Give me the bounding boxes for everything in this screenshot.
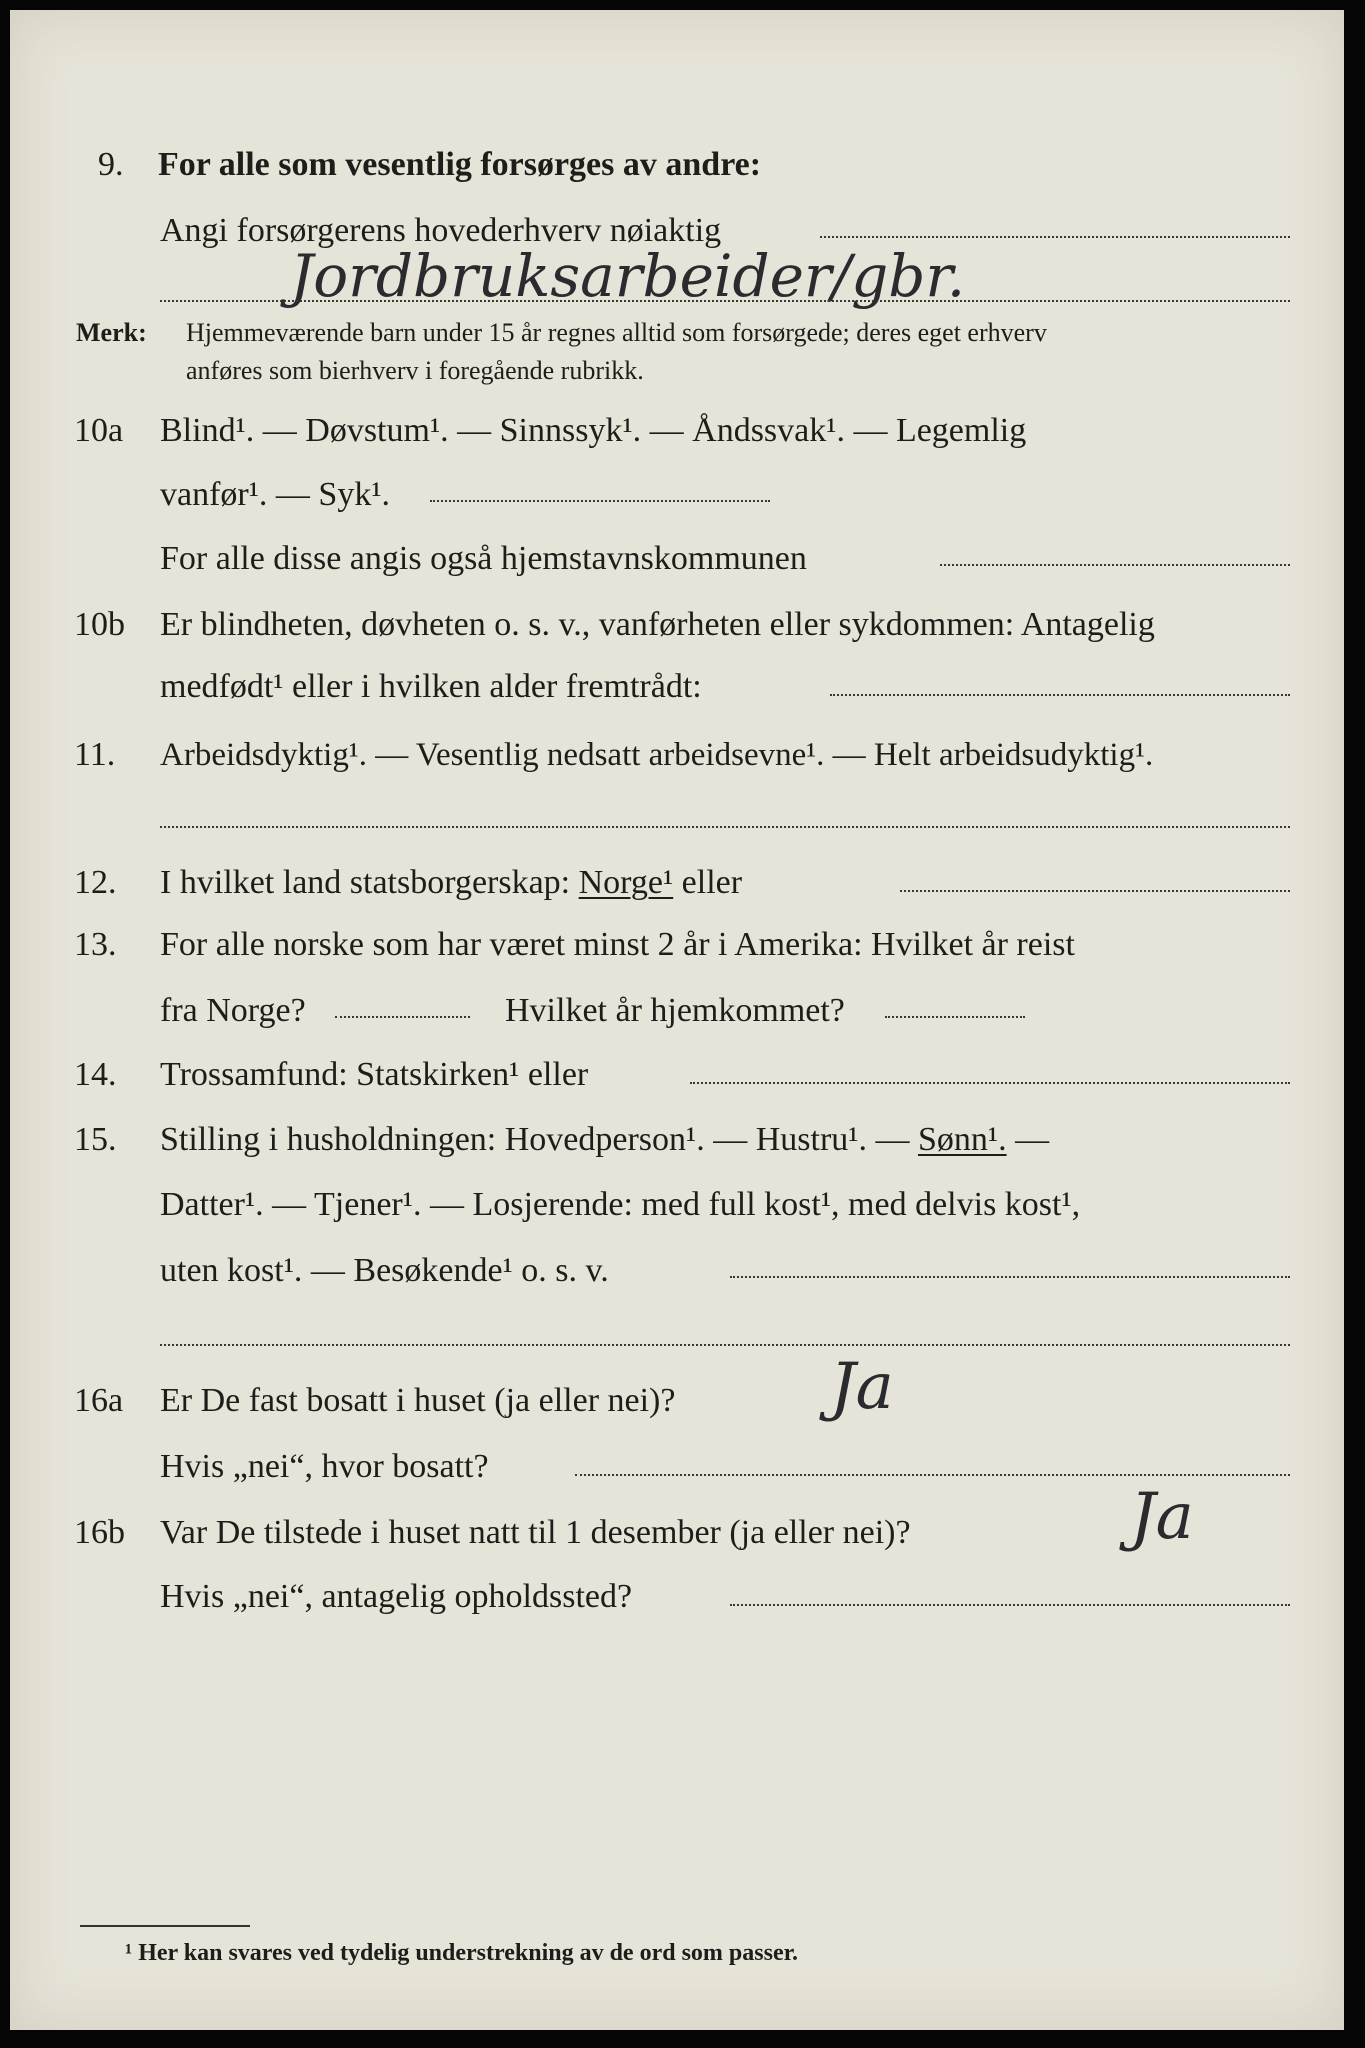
q14-number: 14. <box>74 1056 117 1093</box>
q16a-residence-fill-line <box>575 1474 1290 1476</box>
q15-row-3 <box>10 1246 1344 1296</box>
q14-row <box>10 1050 1344 1100</box>
q16a-number: 16a <box>74 1382 124 1419</box>
q9-occupation-fill-line-2 <box>160 300 1290 302</box>
q13-text-1: For alle norske som har været minst 2 år i Amerika: Hvilket år reist <box>160 926 1075 963</box>
q10b-row-2 <box>10 662 1344 712</box>
q10a-text-2: vanfør¹. — Syk¹. <box>160 476 391 513</box>
q13-text-2b: Hvilket år hjemkommet? <box>505 992 845 1029</box>
q12-suffix: eller <box>681 864 743 901</box>
merk-note-line-2 <box>10 353 1344 403</box>
q10a-text-1: Blind¹. — Døvstum¹. — Sinnssyk¹. — Åndssvak¹. — Legemlig <box>160 412 1027 449</box>
q15-text-1 <box>160 1115 1049 1165</box>
q12-row <box>10 858 1344 908</box>
q16b-text-1: Var De tilstede i huset natt til 1 desember (ja eller nei)? <box>160 1514 911 1551</box>
q13-return-fill-line <box>885 1016 1025 1018</box>
q15-row-2 <box>10 1180 1344 1230</box>
q15-text-3: uten kost¹. — Besøkende¹ o. s. v. <box>160 1252 609 1289</box>
merk-text-1: Hjemmeværende barn under 15 år regnes alltid som forsørgede; deres eget erhverv <box>186 318 1047 347</box>
q16b-number: 16b <box>74 1514 125 1551</box>
q16b-handwritten-answer: Ja <box>1130 1480 1194 1554</box>
q13-departure-fill-line <box>335 1016 470 1018</box>
q9-heading <box>10 140 1344 190</box>
q12-number: 12. <box>74 864 117 901</box>
q11-number: 11. <box>74 736 116 773</box>
q14-text-1: Trossamfund: Statskirken¹ eller <box>160 1056 589 1093</box>
q15-text-1a: Stilling i husholdningen: Hovedperson¹. — Hustru¹. — <box>160 1121 910 1158</box>
q15-text-1b: — <box>1015 1121 1050 1158</box>
q16a-text-1: Er De fast bosatt i huset (ja eller nei)? <box>160 1382 676 1419</box>
q9-number: 9. <box>98 146 124 183</box>
q16a-handwritten-answer: Ja <box>830 1350 894 1424</box>
q10b-text-2: medfødt¹ eller i hvilken alder fremtrådt: <box>160 668 702 705</box>
merk-text-2: anføres som bierhverv i foregående rubrikk. <box>186 356 644 385</box>
q10b-text-1: Er blindheten, døvheten o. s. v., vanførheten eller sykdommen: Antagelig <box>160 606 1155 643</box>
q10a-row-3 <box>10 534 1344 584</box>
q14-religion-fill-line <box>690 1082 1290 1084</box>
q10a-number: 10a <box>74 412 124 449</box>
q9-title: For alle som vesentlig forsørges av andre: <box>158 146 762 183</box>
footnote-text: Her kan svares ved tydelig understrekning av de ord som passer. <box>138 1940 799 1966</box>
q10b-number: 10b <box>74 606 125 643</box>
q16a-row-1 <box>10 1376 1344 1426</box>
q10b-row-1 <box>10 600 1344 650</box>
q15-text-2: Datter¹. — Tjener¹. — Losjerende: med full kost¹, med delvis kost¹, <box>160 1186 1081 1223</box>
q10a-row-2 <box>10 470 1344 520</box>
footnote-rule <box>80 1925 250 1927</box>
q12-text <box>160 858 742 908</box>
q15-number: 15. <box>74 1121 117 1158</box>
q9-occupation-fill-line-1 <box>820 236 1290 238</box>
q16b-row-2 <box>10 1572 1344 1622</box>
q16a-text-2: Hvis „nei“, hvor bosatt? <box>160 1448 489 1485</box>
q16b-location-fill-line <box>730 1604 1290 1606</box>
q15-row-1 <box>10 1115 1344 1165</box>
q10b-age-fill-line <box>830 694 1290 696</box>
q15-other-fill-line-2 <box>160 1344 1290 1346</box>
q12-underlined-answer: Norge¹ <box>578 864 674 901</box>
merk-label: Merk: <box>76 318 147 347</box>
q13-row-1 <box>10 920 1344 970</box>
q9-handwritten-answer: Jordbruksarbeider/gbr. <box>290 242 966 310</box>
q12-country-fill-line <box>900 890 1290 892</box>
q12-prefix: I hvilket land statsborgerskap: <box>160 864 571 901</box>
q10a-syk-fill-line <box>430 500 770 502</box>
q11-text-1: Arbeidsdyktig¹. — Vesentlig nedsatt arbeidsevne¹. — Helt arbeidsudyktig¹. <box>160 737 1154 773</box>
q11-fill-line <box>160 826 1290 828</box>
q13-row-2 <box>10 986 1344 1036</box>
census-form-page <box>10 10 1344 2030</box>
q13-text-2a: fra Norge? <box>160 992 306 1029</box>
q15-underlined-answer: Sønn¹. <box>917 1121 1007 1158</box>
q13-number: 13. <box>74 926 117 963</box>
q9-occupation-label: Angi forsørgerens hovederhverv nøiaktig <box>160 212 722 249</box>
q11-row-1 <box>10 730 1344 780</box>
footnote <box>125 1940 798 1967</box>
q16b-text-2: Hvis „nei“, antagelig opholdssted? <box>160 1578 633 1615</box>
q10a-text-3: For alle disse angis også hjemstavnskommunen <box>160 540 807 577</box>
q10a-row-1 <box>10 406 1344 456</box>
q15-other-fill-line-1 <box>730 1276 1290 1278</box>
q10a-municipality-fill-line <box>940 564 1290 566</box>
footnote-mark: ¹ <box>125 1940 133 1966</box>
